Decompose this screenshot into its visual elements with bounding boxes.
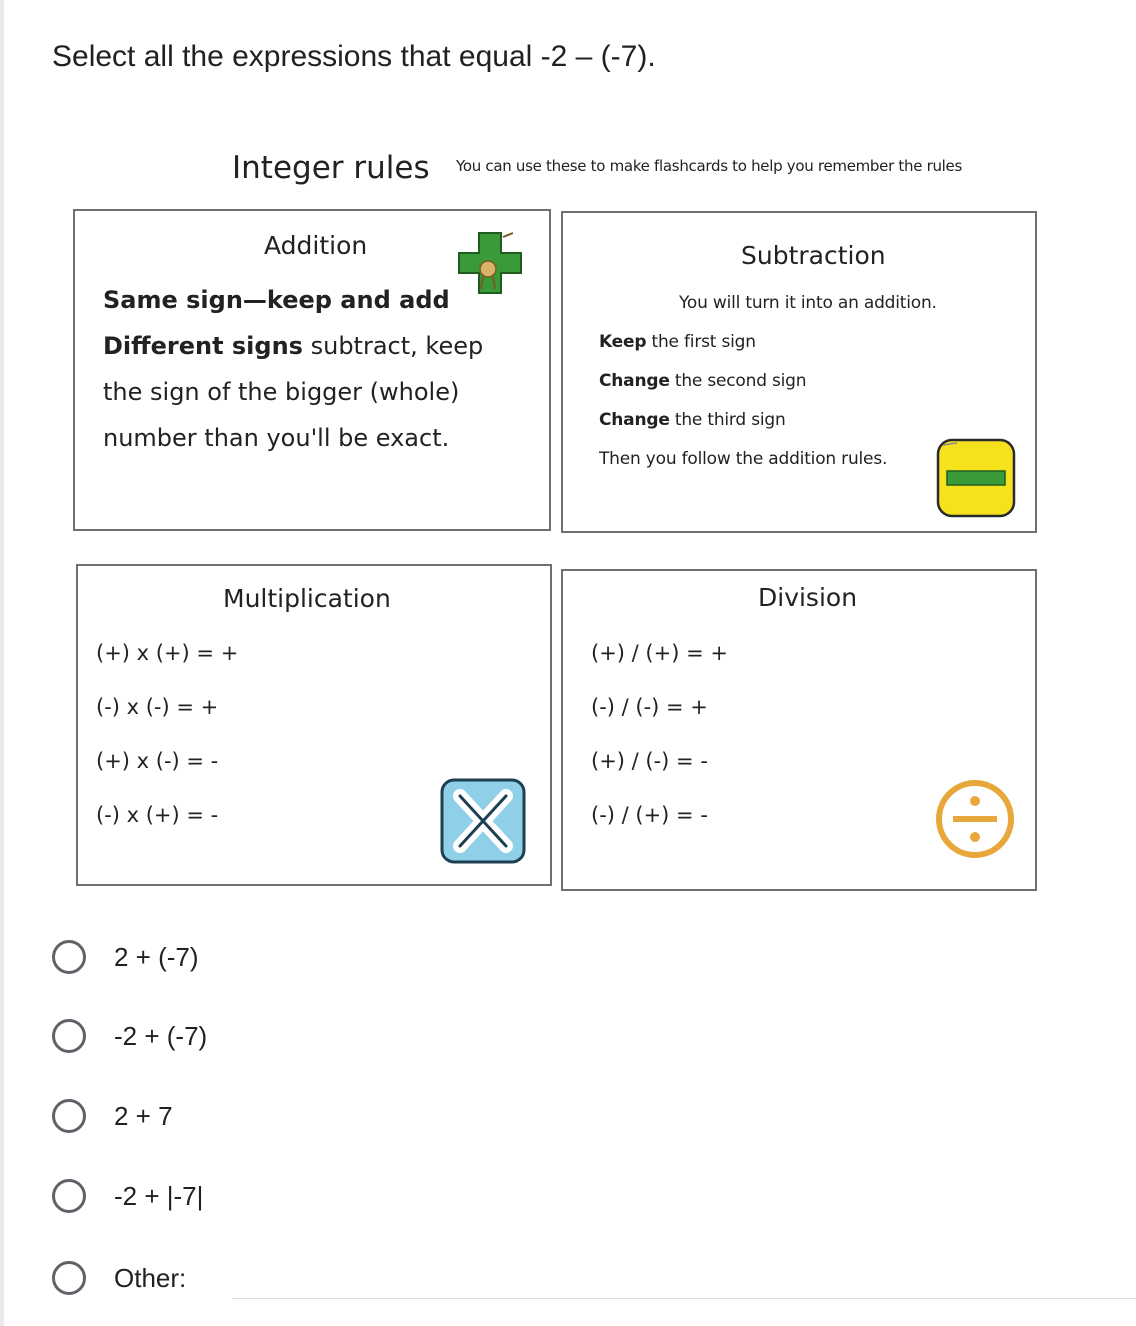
addition-line-2-bold: Different signs [103, 332, 303, 360]
keep-rest: the first sign [646, 332, 756, 352]
division-rule: (-) / (+) = - [591, 803, 708, 827]
division-rule: (-) / (-) = + [591, 695, 708, 719]
divide-icon [933, 777, 1017, 861]
division-rule: (+) / (-) = - [591, 749, 708, 773]
addition-heading: Addition [264, 231, 368, 260]
option-3[interactable] [52, 1094, 173, 1138]
option-label: Other: [114, 1262, 187, 1293]
option-label: -2 + |-7| [114, 1180, 204, 1211]
multiplication-heading: Multiplication [223, 584, 391, 613]
option-2[interactable] [52, 1014, 207, 1058]
left-edge-bar [0, 0, 4, 1326]
other-input-underline [232, 1298, 1136, 1299]
multiplication-rule: (-) x (-) = + [96, 695, 219, 719]
addition-line-3: the sign of the bigger (whole) [103, 378, 460, 406]
addition-card [73, 209, 551, 531]
option-label: -2 + (-7) [114, 1020, 208, 1051]
addition-line-1: Same sign—keep and add [103, 286, 450, 314]
multiply-icon [438, 776, 528, 866]
multiplication-rule: (+) x (-) = - [96, 749, 219, 773]
division-rule: (+) / (+) = + [591, 641, 728, 665]
subtraction-card [561, 211, 1037, 533]
addition-line-2-rest: subtract, keep [302, 332, 484, 360]
rules-subtitle: You can use these to make flashcards to help you remember the rules [456, 157, 962, 175]
change-2-bold: Change [599, 410, 670, 430]
option-other[interactable] [52, 1256, 186, 1300]
option-label: 2 + (-7) [114, 941, 199, 972]
question-title: Select all the expressions that equal -2 – (-7). [52, 40, 656, 73]
change-1-bold: Change [599, 371, 670, 391]
change-1-rest: the second sign [669, 371, 807, 391]
division-heading: Division [758, 583, 858, 612]
subtraction-change-2 [599, 410, 786, 430]
option-4[interactable] [52, 1174, 203, 1218]
subtraction-change-1 [599, 371, 806, 391]
option-label: 2 + 7 [114, 1100, 173, 1131]
integer-rules-image [70, 140, 1050, 900]
radio-button[interactable] [52, 1179, 86, 1213]
division-card [561, 569, 1037, 891]
subtraction-intro: You will turn it into an addition. [679, 293, 937, 313]
rules-title: Integer rules [232, 150, 430, 186]
radio-button[interactable] [52, 940, 86, 974]
minus-icon [935, 437, 1017, 519]
subtraction-then: Then you follow the addition rules. [599, 449, 888, 469]
radio-button[interactable] [52, 1019, 86, 1053]
multiplication-rule: (+) x (+) = + [96, 641, 239, 665]
plus-icon [455, 229, 525, 297]
addition-line-4: number than you'll be exact. [103, 424, 450, 452]
radio-button[interactable] [52, 1261, 86, 1295]
option-1[interactable] [52, 935, 199, 979]
subtraction-heading: Subtraction [741, 241, 886, 270]
addition-line-2 [103, 323, 483, 369]
multiplication-rule: (-) x (+) = - [96, 803, 219, 827]
keep-bold: Keep [599, 332, 647, 352]
subtraction-keep [599, 332, 756, 352]
other-text-input[interactable] [232, 1262, 1136, 1298]
change-2-rest: the third sign [669, 410, 786, 430]
multiplication-card [76, 564, 552, 886]
radio-button[interactable] [52, 1099, 86, 1133]
addition-text [103, 277, 483, 461]
